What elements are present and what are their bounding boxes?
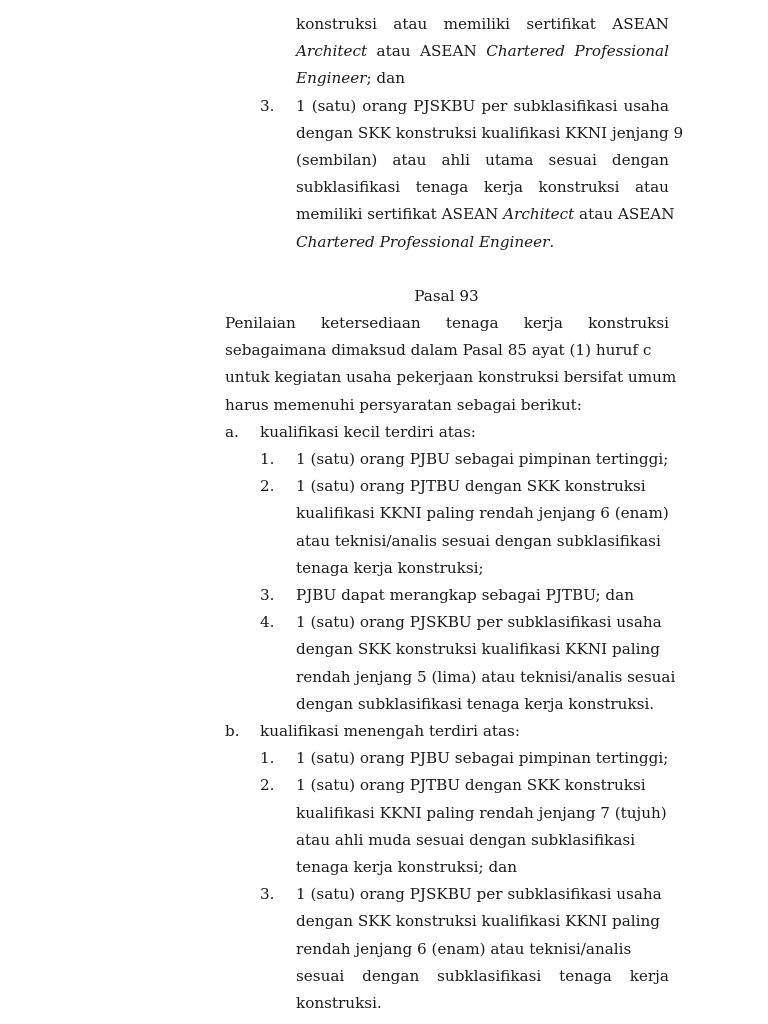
word: Architect xyxy=(296,42,368,61)
word: Professional xyxy=(574,42,669,61)
word: utama xyxy=(485,151,534,169)
word: ASEAN xyxy=(612,15,669,33)
word: sertifikat xyxy=(526,15,596,33)
list-item-line: atau ahli muda sesuai dengan subklasifikasi xyxy=(296,830,636,849)
word: Chartered xyxy=(486,42,565,61)
word: dengan xyxy=(362,966,420,985)
word: PJSKBU xyxy=(413,96,476,115)
word: kerja xyxy=(629,966,669,985)
list-item-line: 1 (satu) orang PJTBU dengan SKK konstruksi xyxy=(296,477,646,496)
word: sesuai xyxy=(296,966,345,985)
list-item-line: konstruksi. xyxy=(296,994,382,1012)
list-item-line: 1 (satu) orang PJTBU dengan SKK konstruksi xyxy=(296,776,646,795)
list-number: 2. xyxy=(260,776,275,795)
word: ahli xyxy=(441,151,470,169)
word: (satu) xyxy=(311,96,357,115)
list-number: 1. xyxy=(260,749,275,768)
word: subklasifikasi xyxy=(513,96,618,115)
list-item-line: 1 (satu) orang PJBU sebagai pimpinan tertinggi; xyxy=(296,749,669,768)
list-item-line: rendah jenjang 6 (enam) atau teknisi/analis xyxy=(296,939,632,958)
word: atau xyxy=(393,15,428,33)
list-number: 3. xyxy=(260,96,275,115)
list-item-line: tenaga kerja konstruksi; xyxy=(296,558,484,577)
word: atau xyxy=(634,178,669,197)
list-number: 3. xyxy=(260,885,275,904)
word: per xyxy=(481,96,508,115)
word: tenaga xyxy=(445,314,499,332)
list-item-line: dengan SKK konstruksi kualifikasi KKNI paling xyxy=(296,640,660,659)
word: dengan xyxy=(611,151,669,169)
word: (sembilan) xyxy=(296,151,378,169)
word: 1 xyxy=(296,96,306,115)
list-item-line: Chartered Professional Engineer. xyxy=(296,232,555,251)
list-item-line: memiliki sertifikat ASEAN Architect atau ASEAN xyxy=(296,205,675,224)
list-item-line: 1 (satu) orang PJSKBU per subklasifikasi usaha xyxy=(296,613,662,632)
list-item-line xyxy=(296,963,669,990)
list-item-line: dengan SKK konstruksi kualifikasi KKNI jenjang 9 xyxy=(296,123,684,142)
word: konstruksi xyxy=(296,15,377,33)
word: Penilaian xyxy=(225,314,296,332)
list-item-line xyxy=(296,147,669,174)
intro-line xyxy=(225,310,669,337)
list-item-line: kualifikasi KKNI paling rendah jenjang 7 (tujuh) xyxy=(296,803,667,822)
section-heading: Pasal 93 xyxy=(414,286,479,305)
list-item-line: 1 (satu) orang PJSKBU per subklasifikasi usaha xyxy=(296,885,662,904)
list-item-line: 1 (satu) orang PJBU sebagai pimpinan tertinggi; xyxy=(296,450,669,468)
word: ketersediaan xyxy=(320,314,421,332)
list-item-line: rendah jenjang 5 (lima) atau teknisi/analis sesuai xyxy=(296,667,676,686)
list-item-line: dengan SKK konstruksi kualifikasi KKNI paling xyxy=(296,912,660,931)
list-item-line: tenaga kerja konstruksi; dan xyxy=(296,858,517,876)
list-item-line: dengan subklasifikasi tenaga kerja konstruksi. xyxy=(296,694,655,713)
list-number: 4. xyxy=(260,613,275,632)
list-item-line xyxy=(296,93,669,120)
word: usaha xyxy=(623,96,669,115)
word: konstruksi xyxy=(538,178,620,197)
intro-line: sebagaimana dimaksud dalam Pasal 85 ayat (1) huruf c xyxy=(225,341,652,360)
word: tenaga xyxy=(559,966,612,985)
word: subklasifikasi xyxy=(296,178,401,197)
list-item-line: PJBU dapat merangkap sebagai PJTBU; dan xyxy=(296,586,634,604)
word: kerja xyxy=(523,314,563,332)
section-letter: b. xyxy=(225,722,240,740)
list-item-line: atau teknisi/analis sesuai dengan subklasifikasi xyxy=(296,531,661,550)
word: konstruksi xyxy=(588,314,669,332)
word: orang xyxy=(362,96,408,115)
continuation-line: Engineer; dan xyxy=(296,69,405,88)
list-number: 2. xyxy=(260,477,275,496)
word: sesuai xyxy=(548,151,597,169)
word: atau xyxy=(376,42,411,61)
word: subklasifikasi xyxy=(437,966,542,985)
list-item-line: kualifikasi KKNI paling rendah jenjang 6 (enam) xyxy=(296,504,669,523)
word: memiliki xyxy=(443,15,511,33)
continuation-line xyxy=(296,38,669,65)
word: ASEAN xyxy=(420,42,477,61)
word: kerja xyxy=(483,178,524,197)
section-title: kualifikasi kecil terdiri atas: xyxy=(260,422,476,441)
intro-line: untuk kegiatan usaha pekerjaan konstruksi bersifat umum xyxy=(225,368,677,387)
word: atau xyxy=(392,151,427,169)
list-number: 3. xyxy=(260,586,275,604)
section-title: kualifikasi menengah terdiri atas: xyxy=(260,722,520,740)
section-letter: a. xyxy=(225,422,239,441)
list-item-line xyxy=(296,174,669,201)
list-number: 1. xyxy=(260,450,275,468)
continuation-line xyxy=(296,11,669,38)
word: tenaga xyxy=(415,178,469,197)
intro-line: harus memenuhi persyaratan sebagai berikut: xyxy=(225,395,582,414)
